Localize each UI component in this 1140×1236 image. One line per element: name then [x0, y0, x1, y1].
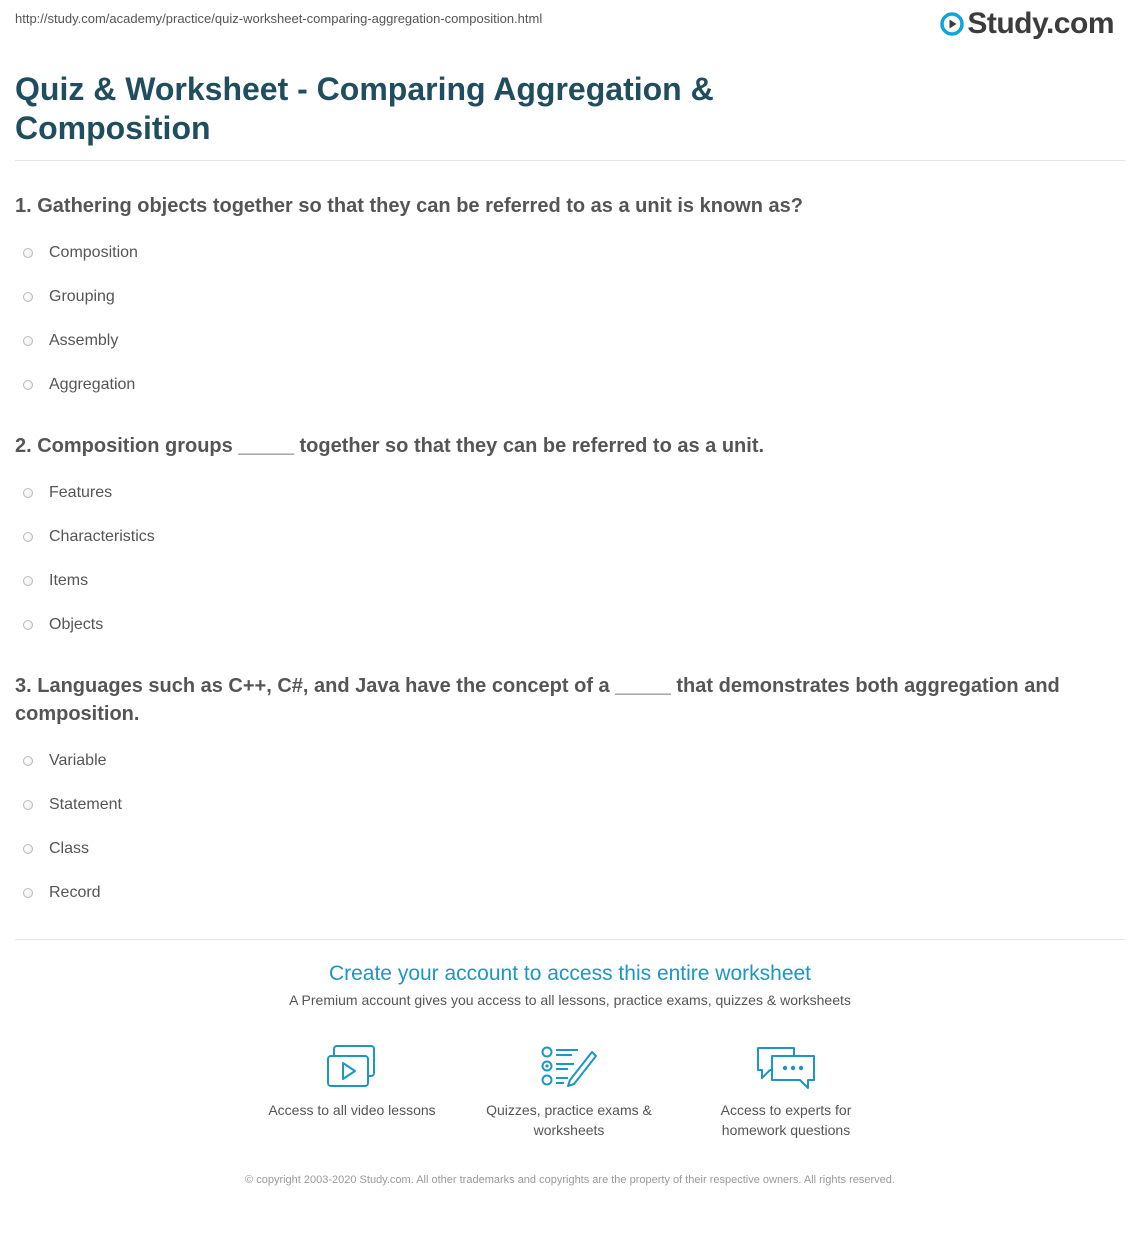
option-label: Record	[49, 884, 101, 901]
answer-option[interactable]	[15, 475, 1115, 519]
copyright-notice: © copyright 2003-2020 Study.com. All other trademarks and copyrights are the property of their respective owners. All rights reserved.	[245, 1174, 895, 1186]
promo-subtitle: A Premium account gives you access to all lessons, practice exams, quizzes & worksheets	[289, 992, 851, 1008]
radio-button[interactable]	[23, 488, 33, 498]
feature-label: Quizzes, practice exams & worksheets	[486, 1102, 652, 1138]
option-label: Assembly	[49, 332, 119, 349]
option-label: Statement	[49, 796, 122, 813]
question-text: 2. Composition groups _____ together so that they can be referred to as a unit.	[15, 435, 765, 457]
question-1	[15, 192, 1115, 411]
radio-button[interactable]	[23, 888, 33, 898]
option-label: Features	[49, 484, 113, 501]
answer-options	[15, 235, 1115, 411]
option-label: Grouping	[49, 288, 115, 305]
radio-button[interactable]	[23, 248, 33, 258]
option-label: Objects	[49, 616, 104, 633]
radio-button[interactable]	[23, 756, 33, 766]
radio-button[interactable]	[23, 292, 33, 302]
radio-button[interactable]	[23, 532, 33, 542]
answer-option[interactable]	[15, 831, 1115, 875]
feature-video-lessons	[257, 1044, 447, 1120]
feature-label: Access to all video lessons	[268, 1102, 436, 1118]
option-label: Class	[49, 840, 90, 857]
feature-experts	[691, 1044, 881, 1140]
radio-button[interactable]	[23, 336, 33, 346]
answer-option[interactable]	[15, 787, 1115, 831]
question-2	[15, 432, 1115, 651]
feature-quizzes	[474, 1044, 664, 1140]
answer-option[interactable]	[15, 323, 1115, 367]
option-label: Characteristics	[49, 528, 155, 545]
logo-text: Study.com	[967, 7, 1114, 40]
option-label: Aggregation	[49, 376, 136, 393]
page-title: Quiz & Worksheet - Comparing Aggregation & Composition	[15, 71, 714, 146]
chat-bubbles-icon	[754, 1044, 818, 1090]
radio-button[interactable]	[23, 800, 33, 810]
answer-option[interactable]	[15, 563, 1115, 607]
option-label: Variable	[49, 752, 107, 769]
answer-option[interactable]	[15, 279, 1115, 323]
divider-bottom	[15, 939, 1125, 940]
option-label: Composition	[49, 244, 138, 261]
question-3	[15, 672, 1115, 919]
answer-option[interactable]	[15, 743, 1115, 787]
divider-top	[15, 160, 1125, 161]
answer-option[interactable]	[15, 519, 1115, 563]
answer-option[interactable]	[15, 875, 1115, 919]
radio-button[interactable]	[23, 380, 33, 390]
radio-button[interactable]	[23, 620, 33, 630]
feature-label: Access to experts for homework questions	[720, 1102, 852, 1138]
answer-option[interactable]	[15, 607, 1115, 651]
question-text: 1. Gathering objects together so that they can be referred to as a unit is known as?	[15, 195, 803, 217]
answer-options	[15, 743, 1115, 919]
question-text: 3. Languages such as C++, C#, and Java have the concept of a _____ that demonstrates both aggregation and composition.	[15, 675, 1060, 725]
page-url: http://study.com/academy/practice/quiz-worksheet-comparing-aggregation-composition.html	[15, 11, 543, 26]
option-label: Items	[49, 572, 89, 589]
create-account-link[interactable]: Create your account to access this entire worksheet	[328, 962, 812, 985]
play-logo-icon	[940, 12, 964, 36]
video-lessons-icon	[326, 1044, 378, 1090]
answer-option[interactable]	[15, 367, 1115, 411]
answer-options	[15, 475, 1115, 651]
quiz-checklist-icon	[540, 1044, 598, 1090]
study-logo[interactable]	[940, 8, 1114, 40]
radio-button[interactable]	[23, 576, 33, 586]
answer-option[interactable]	[15, 235, 1115, 279]
radio-button[interactable]	[23, 844, 33, 854]
